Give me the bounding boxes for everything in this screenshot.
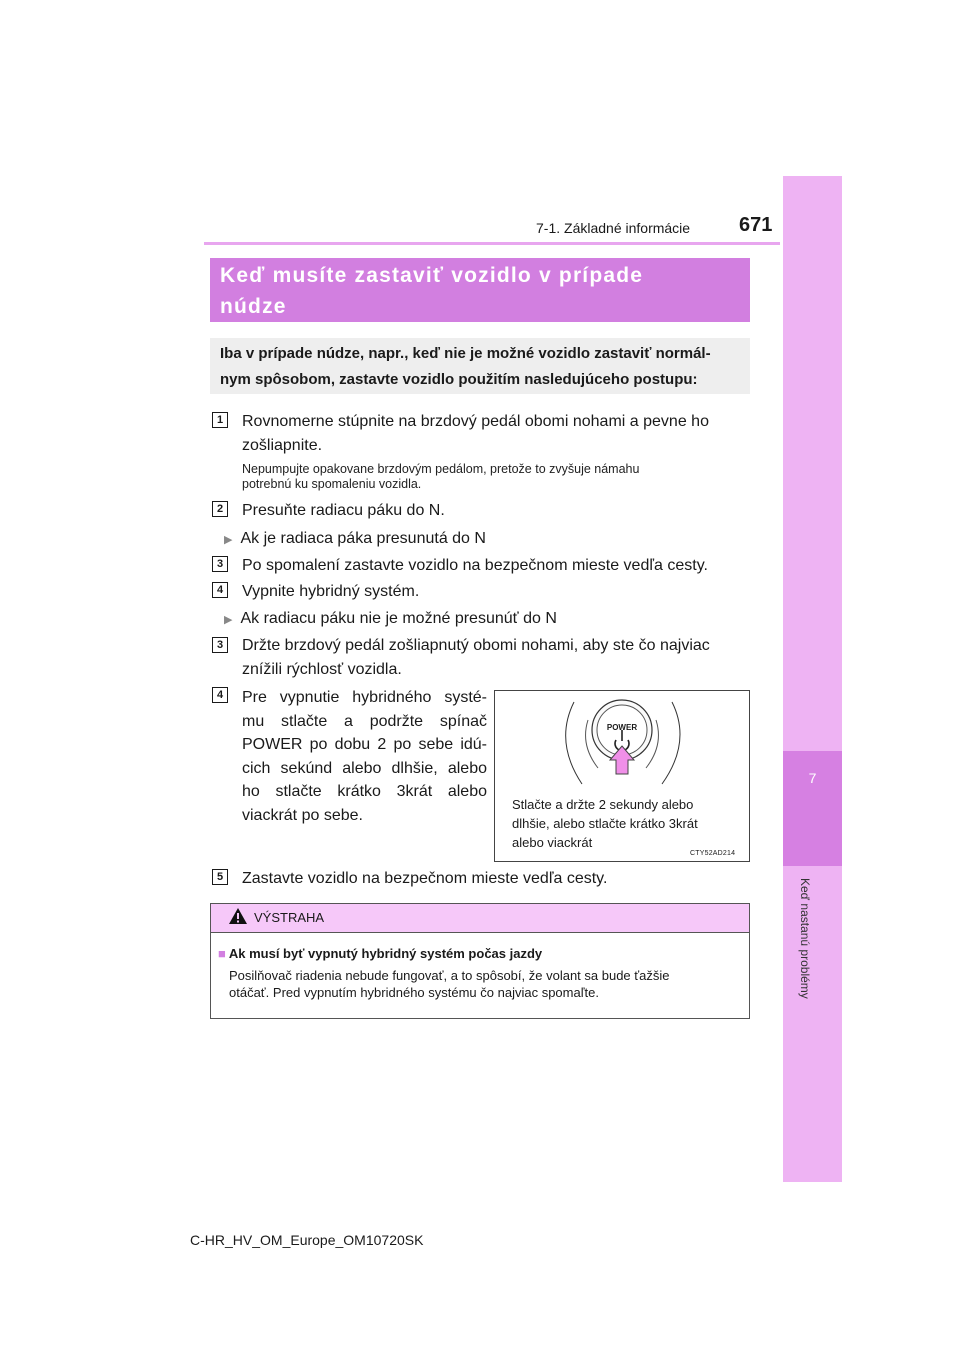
figure-caption-line-3: alebo viackrát: [512, 835, 593, 850]
warning-body-line-2: otáčať. Pred vypnutím hybridného systému čo najviac spomaľte.: [229, 985, 599, 1000]
intro-line-2: nym spôsobom, zastavte vozidlo použitím nasledujúceho postupu:: [220, 371, 698, 388]
step-number-4b: 4: [212, 687, 228, 703]
section-label: 7-1. Základné informácie: [536, 220, 691, 236]
power-button-illustration: [560, 690, 684, 794]
header-divider: [204, 242, 780, 245]
step-1-note-line-2: potrebnú ku spomaleniu vozidla.: [242, 477, 422, 491]
arrow-right-icon: ▶: [224, 614, 233, 626]
warning-icon: [228, 907, 248, 925]
case-heading-2: [224, 608, 557, 631]
step-4b-line-5: ho stlačte krátko 3krát alebo: [242, 783, 487, 801]
warning-heading-text: Ak musí byť vypnutý hybridný systém počas jazdy: [228, 946, 543, 961]
figure-caption-line-2: dlhšie, alebo stlačte krátko 3krát: [512, 816, 698, 831]
case-heading-1: [224, 528, 486, 551]
page-number: 671: [739, 214, 773, 236]
warning-body: [229, 967, 743, 1001]
step-3b-line-2: znížili rýchlosť vozidla.: [242, 661, 402, 678]
step-4b-line-4: cich sekúnd alebo dlhšie, alebo: [242, 759, 487, 777]
page-title-line-1: Keď musíte zastaviť vozidlo v prípade: [220, 264, 644, 287]
chapter-title: Keď nastanú problémy: [798, 878, 812, 999]
step-1-text: [242, 410, 746, 458]
footer-document-id: C-HR_HV_OM_Europe_OM10720SK: [190, 1232, 424, 1248]
step-1-note: [242, 462, 746, 492]
step-4b-line-1: Pre vypnutie hybridného systé-: [242, 689, 487, 706]
case-heading-2-text: Ak radiacu páku nie je možné presunúť do N: [240, 610, 557, 627]
step-4b-line-2: mu stlačte a podržte spínač: [242, 712, 487, 730]
chapter-number: 7: [808, 770, 817, 786]
figure-caption: [512, 795, 742, 852]
step-2-text: Presuňte radiacu páku do N.: [242, 502, 445, 519]
page-title: [210, 258, 750, 322]
step-1-line-2: zošliapnite.: [242, 437, 323, 454]
intro-box: [210, 338, 750, 394]
step-3a-text: Po spomalení zastavte vozidlo na bezpečnom mieste vedľa cesty.: [242, 557, 708, 574]
chapter-side-tab: [783, 176, 842, 1182]
figure-caption-line-1: Stlačte a držte 2 sekundy alebo: [512, 797, 694, 812]
step-number-2: 2: [212, 501, 228, 517]
step-5-text: Zastavte vozidlo na bezpečnom mieste vedľa cesty.: [242, 870, 608, 887]
arrow-right-icon: ▶: [224, 534, 233, 546]
step-number-1: 1: [212, 412, 228, 428]
intro-line-1: Iba v prípade núdze, napr., keď nie je možné vozidlo zastaviť normál-: [220, 345, 711, 362]
step-4a-text: Vypnite hybridný systém.: [242, 583, 420, 600]
power-button-label: POWER: [606, 723, 638, 732]
step-4b-line-6: viackrát po sebe.: [242, 806, 363, 824]
step-1-note-line-1: Nepumpujte opakovane brzdovým pedálom, pretože to zvyšuje námahu: [242, 462, 640, 476]
step-3b-text: [242, 634, 746, 682]
square-bullet-icon: ■: [218, 946, 226, 961]
chapter-tab-marker: [783, 751, 842, 866]
case-heading-1-text: Ak je radiaca páka presunutá do N: [240, 530, 486, 547]
step-3b-line-1: Držte brzdový pedál zošliapnutý obomi nohami, aby ste čo najviac: [242, 637, 710, 654]
step-number-5: 5: [212, 869, 228, 885]
warning-title: VÝSTRAHA: [254, 910, 325, 925]
figure-code: CTY52AD214: [690, 850, 736, 857]
step-number-3a: 3: [212, 556, 228, 572]
warning-heading: [218, 946, 542, 961]
step-4b-line-3: POWER po dobu 2 po sebe idú-: [242, 736, 487, 754]
step-number-3b: 3: [212, 637, 228, 653]
step-1-line-1: Rovnomerne stúpnite na brzdový pedál obomi nohami a pevne ho: [242, 413, 709, 430]
step-number-4a: 4: [212, 582, 228, 598]
warning-body-line-1: Posilňovač riadenia nebude fungovať, a to spôsobí, že volant sa bude ťažšie: [229, 968, 670, 983]
page-title-line-2: núdze: [220, 295, 287, 318]
step-4b-text: [242, 686, 487, 828]
